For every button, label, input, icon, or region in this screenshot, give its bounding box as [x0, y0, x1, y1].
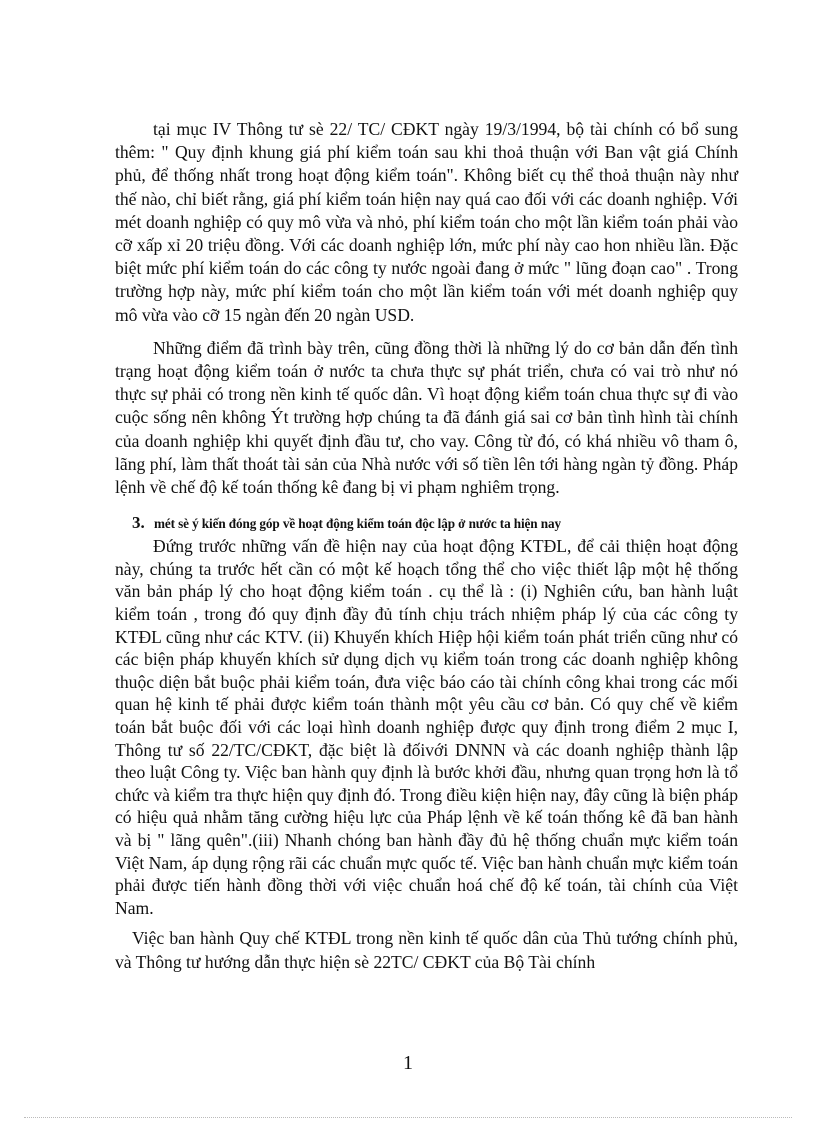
- page-number: 1: [403, 1052, 413, 1074]
- page-bottom-divider: [24, 1117, 792, 1118]
- paragraph-audit-fee: tại mục IV Thông tư sè 22/ TC/ CĐKT ngày 19/3/1994, bộ tài chính có bổ sung thêm: " Quy định khung giá phí kiểm toán sau khi thoả thuận với Ban vật giá Chính phủ, để thống nhất trong hoạt động kiểm toán". Không biết cụ thể thoả thuận này như thế nào, chỉ biết rằng, giá phí kiểm toán hiện nay quá cao đối với các doanh nghiệp. Với mét doanh nghiệp có quy mô vừa và nhỏ, phí kiểm toán cho một lần kiểm toán phải vào cỡ xấp xỉ 20 triệu đồng. Với các doanh nghiệp lớn, mức phí này cao hon nhiều lần. Đặc biệt mức phí kiểm toán do các công ty nước ngoài đang ở mức " lũng đoạn cao" . Trong trường hợp này, mức phí kiểm toán cho một lần kiểm toán với mét doanh nghiệp quy mô vừa vào cỡ 15 ngàn đến 20 ngàn USD.: [115, 119, 738, 325]
- document-page: [115, 118, 738, 974]
- section-title: mét sè ý kiến đóng góp về hoạt động kiểm toán độc lập ở nước ta hiện nay: [154, 516, 561, 532]
- paragraph-closing: Việc ban hành Quy chế KTĐL trong nền kinh tế quốc dân của Thủ tướng chính phủ, và Thông tư hướng dẫn thực hiện sè 22TC/ CĐKT của Bộ Tài chính: [115, 928, 738, 972]
- paragraph-recommendations: Đứng trước những vấn đề hiện nay của hoạt động KTĐL, để cải thiện hoạt động này, chúng ta trước hết cần có một kế hoạch tổng thể cho việc thiết lập một hệ thống văn bản pháp lý cho hoạt động kiểm toán . cụ thể là : (i) Nghiên cứu, ban hành luật kiểm toán , trong đó quy định đầy đủ tính chịu trách nhiệm pháp lý của các công ty KTĐL cũng như các KTV. (ii) Khuyến khích Hiệp hội kiểm toán phát triển cũng như có các biện pháp khuyến khích sử dụng dịch vụ kiểm toán trong các doanh nghiệp không thuộc diện bắt buộc phải kiểm toán, đưa việc báo cáo tài chính công khai trong các mối quan hệ kinh tế phải được kiểm toán thành một yêu cầu cơ bản. Có quy chế về kiểm toán bắt buộc đối với các loại hình doanh nghiệp được quy định trong điểm 2 mục I, Thông tư số 22/TC/CĐKT, đặc biệt là đốivới DNNN và các doanh nghiệp thành lập theo luật Công ty. Việc ban hành quy định là bước khởi đầu, nhưng quan trọng hơn là tổ chức và kiểm tra thực hiện quy định đó. Trong điều kiện hiện nay, đây cũng là biện pháp có hiệu quả nhằm tăng cường hiệu lực của Pháp lệnh về kế toán thống kê đã ban hành và bị " lãng quên".(iii) Nhanh chóng ban hành đầy đủ hệ thống chuẩn mực kiểm toán Việt Nam, áp dụng rộng rãi các chuẩn mực quốc tế. Việc ban hành chuẩn mực kiểm toán phải được tiến hành đồng thời với việc chuẩn hoá chế độ kế toán, tài chính của Việt Nam.: [115, 536, 738, 918]
- paragraph-reasons: Những điểm đã trình bày trên, cũng đồng thời là những lý do cơ bản dẫn đến tình trạng hoạt động kiểm toán ở nước ta chưa thực sự phát triển, chưa có vai trò như nó thực sự phải có trong nền kinh tế quốc dân. Vì hoạt động kiểm toán chua thực sự đi vào cuộc sống nên không Ýt trường hợp chúng ta đã đánh giá sai cơ bản tình hình tài chính của doanh nghiệp khi quyết định đầu tư, cho vay. Công từ đó, có khá nhiều vô tham ô, lãng phí, làm thất thoát tài sản của Nhà nước với số tiền lên tới hàng ngàn tỷ đồng. Pháp lệnh về chế độ kế toán thống kê đang bị vi phạm nghiêm trọng.: [115, 337, 738, 498]
- section-number: 3.: [132, 513, 145, 533]
- section-heading: [132, 513, 738, 535]
